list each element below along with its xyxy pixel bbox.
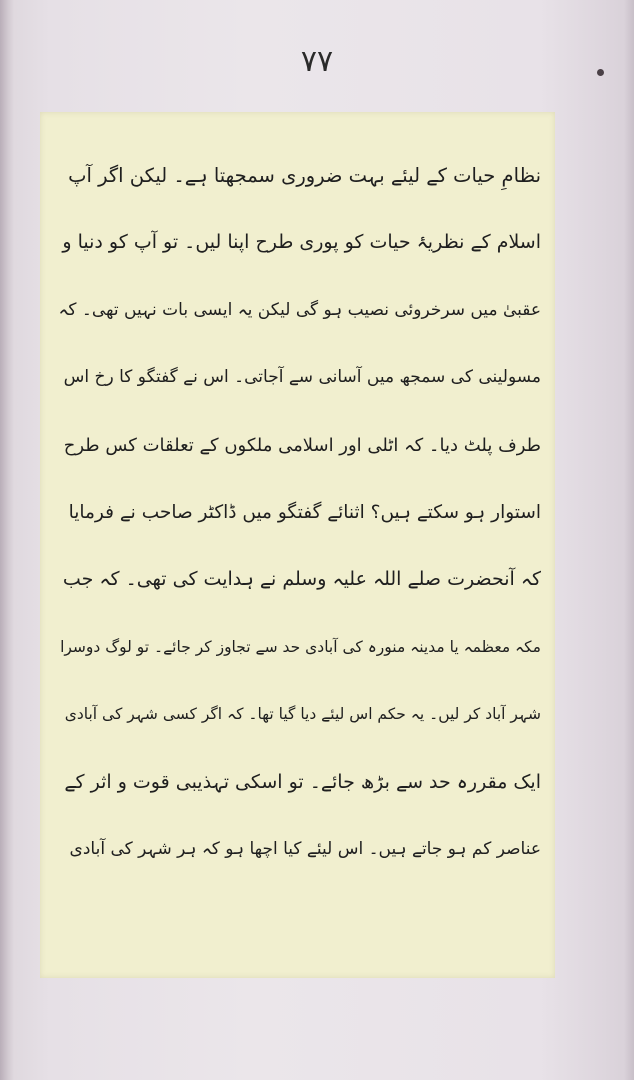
text-line-2: اسلام کے نظریۂ حیات کو پوری طرح اپنا لیں۔ تو آپ کو دنیا و [62, 231, 541, 254]
ink-dot-mark [597, 69, 604, 76]
highlighted-text-block [40, 112, 555, 978]
page-edge-shadow-right [624, 0, 634, 1080]
text-line-9: شہر آباد کر لیں۔ یہ حکم اس لیئے دیا گیا تھا۔ کہ اگر کسی شہر کی آبادی [64, 705, 541, 724]
text-line-4: مسولینی کی سمجھ میں آسانی سے آجاتی۔ اس نے گفتگو کا رخ اس [63, 367, 541, 388]
urdu-text-body [58, 142, 541, 883]
text-line-11: عناصر کم ہو جاتے ہیں۔ اس لیئے کیا اچھا ہو کہ ہر شہر کی آبادی [69, 838, 541, 859]
text-line-10: ایک مقررہ حد سے بڑھ جائے۔ تو اسکی تہذیبی قوت و اثر کے [64, 770, 541, 793]
text-line-7: کہ آنحضرت صلے اللہ علیہ وسلم نے ہدایت کی تھی۔ کہ جب [62, 568, 541, 591]
text-line-3: عقبیٰ میں سرخروئی نصیب ہو گی لیکن یہ ایسی بات نہیں تھی۔ کہ [58, 299, 541, 320]
page-edge-shadow-left [0, 0, 14, 1080]
page-number: ٧٧ [300, 44, 334, 79]
text-line-1: نظامِ حیات کے لیئے بہت ضروری سمجھتا ہے۔ لیکن اگر آپ [68, 164, 541, 187]
text-line-6: استوار ہو سکتے ہیں؟ اثنائے گفتگو میں ڈاکٹر صاحب نے فرمایا [68, 501, 541, 523]
text-line-8: مکہ معظمہ یا مدینہ منورہ کی آبادی حد سے تجاوز کر جائے۔ تو لوگ دوسرا [60, 637, 541, 656]
text-line-5: طرف پلٹ دیا۔ کہ اٹلی اور اسلامی ملکوں کے تعلقات کس طرح [63, 434, 541, 456]
